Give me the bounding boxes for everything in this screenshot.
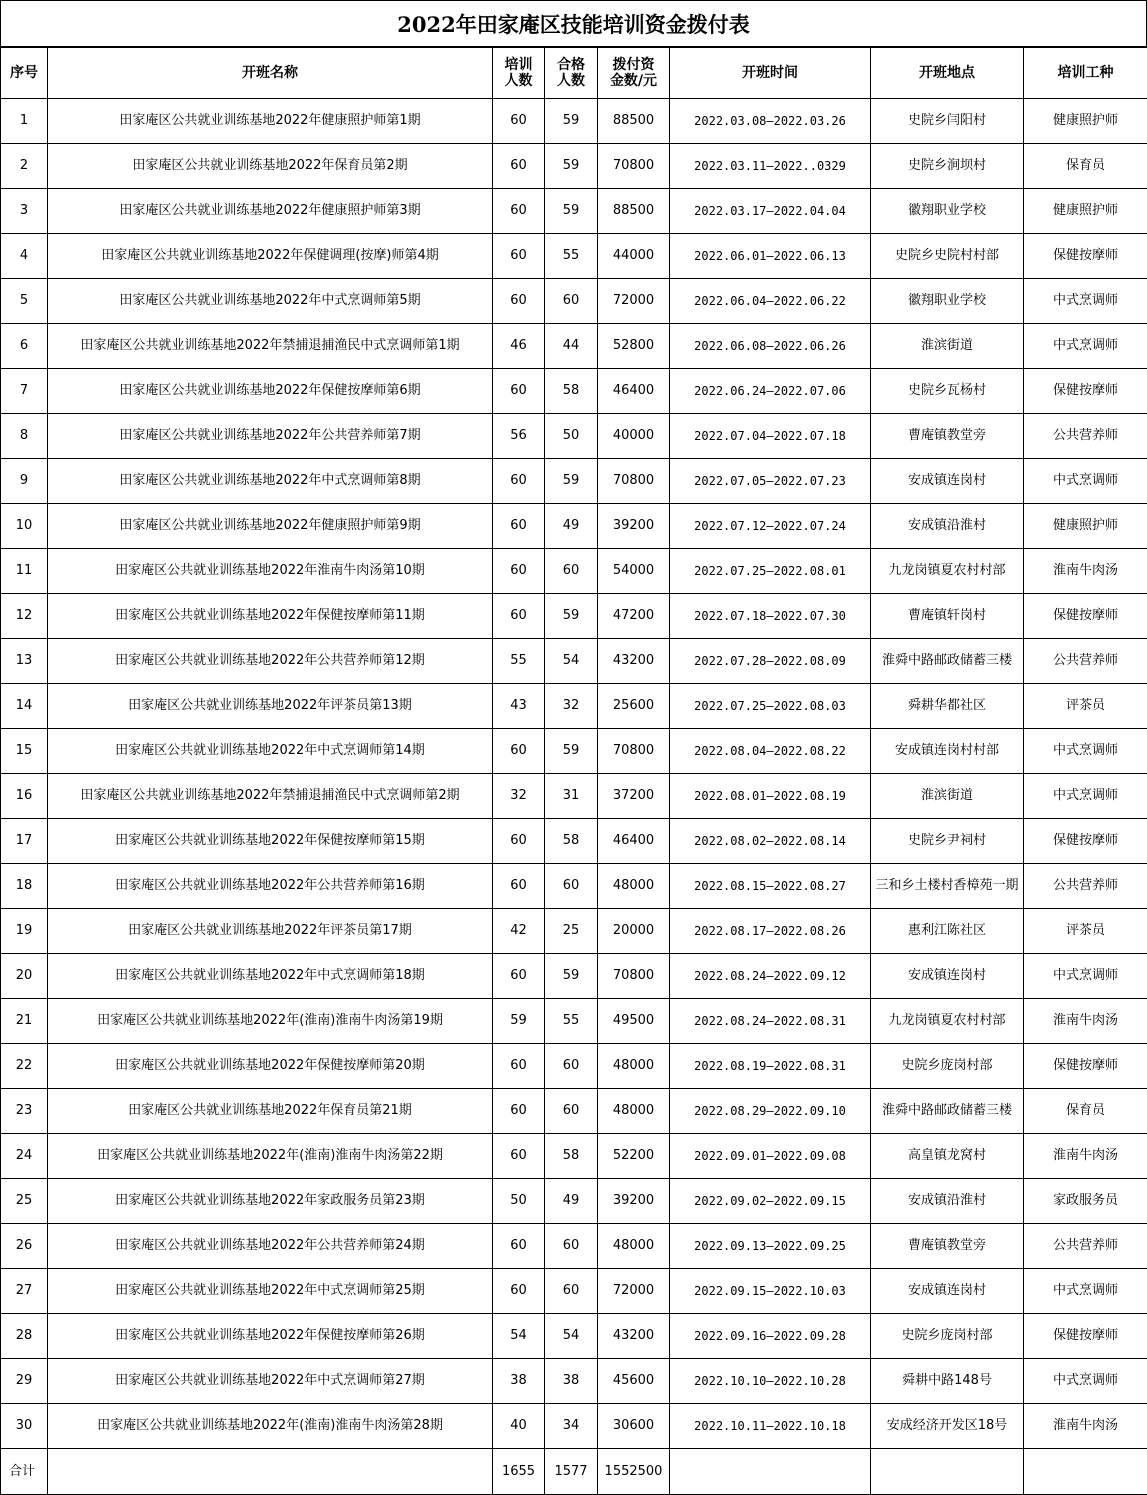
cell-qualified: 60 [545,1269,598,1314]
cell-index: 22 [1,1044,48,1089]
cell-class-name: 田家庵区公共就业训练基地2022年中式烹调师第27期 [48,1359,493,1404]
cell-index: 30 [1,1404,48,1449]
cell-location: 淮舜中路邮政储蓄三楼 [871,639,1024,684]
total-empty-location [871,1449,1024,1495]
cell-amount: 49500 [598,999,670,1044]
cell-amount: 48000 [598,1044,670,1089]
cell-location: 安成镇连岗村 [871,459,1024,504]
cell-class-name: 田家庵区公共就业训练基地2022年保育员第2期 [48,144,493,189]
table-row [1,639,1147,684]
cell-amount: 39200 [598,504,670,549]
cell-class-time: 2022.09.01—2022.09.08 [670,1134,871,1179]
cell-trained: 60 [493,279,545,324]
cell-location: 徽翔职业学校 [871,189,1024,234]
cell-trade: 家政服务员 [1024,1179,1147,1224]
cell-class-name: 田家庵区公共就业训练基地2022年淮南牛肉汤第10期 [48,549,493,594]
cell-trade: 公共营养师 [1024,639,1147,684]
cell-qualified: 25 [545,909,598,954]
cell-trade: 中式烹调师 [1024,459,1147,504]
cell-index: 29 [1,1359,48,1404]
cell-trained: 32 [493,774,545,819]
cell-trade: 中式烹调师 [1024,1359,1147,1404]
cell-index: 20 [1,954,48,999]
cell-amount: 70800 [598,459,670,504]
cell-index: 24 [1,1134,48,1179]
cell-index: 4 [1,234,48,279]
table-row [1,324,1147,369]
cell-trade: 健康照护师 [1024,99,1147,144]
cell-trained: 60 [493,864,545,909]
cell-qualified: 59 [545,594,598,639]
cell-class-name: 田家庵区公共就业训练基地2022年中式烹调师第14期 [48,729,493,774]
cell-location: 徽翔职业学校 [871,279,1024,324]
cell-class-name: 田家庵区公共就业训练基地2022年保育员第21期 [48,1089,493,1134]
cell-trained: 42 [493,909,545,954]
cell-qualified: 59 [545,459,598,504]
cell-trained: 55 [493,639,545,684]
cell-index: 6 [1,324,48,369]
sheet-title: 2022年田家庵区技能培训资金拨付表 [0,0,1147,47]
cell-qualified: 60 [545,1089,598,1134]
table-row [1,864,1147,909]
table-row [1,144,1147,189]
cell-class-time: 2022.08.01—2022.08.19 [670,774,871,819]
cell-location: 高皇镇龙窝村 [871,1134,1024,1179]
cell-class-name: 田家庵区公共就业训练基地2022年保健按摩师第15期 [48,819,493,864]
cell-qualified: 38 [545,1359,598,1404]
cell-trade: 淮南牛肉汤 [1024,1404,1147,1449]
table-row [1,279,1147,324]
cell-class-time: 2022.03.17—2022.04.04 [670,189,871,234]
cell-qualified: 58 [545,369,598,414]
cell-qualified: 54 [545,1314,598,1359]
cell-class-time: 2022.08.24—2022.09.12 [670,954,871,999]
cell-trade: 健康照护师 [1024,189,1147,234]
cell-class-name: 田家庵区公共就业训练基地2022年评茶员第17期 [48,909,493,954]
cell-location: 安成镇连岗村 [871,1269,1024,1314]
cell-location: 九龙岗镇夏农村村部 [871,549,1024,594]
header-trade: 培训工种 [1024,48,1147,99]
cell-qualified: 55 [545,999,598,1044]
cell-amount: 20000 [598,909,670,954]
cell-class-time: 2022.09.13—2022.09.25 [670,1224,871,1269]
cell-index: 17 [1,819,48,864]
cell-trained: 60 [493,819,545,864]
cell-trained: 60 [493,1044,545,1089]
cell-index: 23 [1,1089,48,1134]
table-row [1,729,1147,774]
cell-trade: 淮南牛肉汤 [1024,549,1147,594]
cell-amount: 88500 [598,99,670,144]
table-row [1,1404,1147,1449]
cell-trade: 保健按摩师 [1024,594,1147,639]
table-row [1,1269,1147,1314]
cell-qualified: 59 [545,99,598,144]
cell-amount: 70800 [598,144,670,189]
cell-trained: 60 [493,189,545,234]
cell-class-name: 田家庵区公共就业训练基地2022年公共营养师第24期 [48,1224,493,1269]
cell-trained: 60 [493,99,545,144]
table-row [1,1044,1147,1089]
cell-class-time: 2022.08.02—2022.08.14 [670,819,871,864]
cell-amount: 72000 [598,1269,670,1314]
cell-trade: 淮南牛肉汤 [1024,999,1147,1044]
cell-index: 27 [1,1269,48,1314]
cell-trained: 60 [493,234,545,279]
cell-class-name: 田家庵区公共就业训练基地2022年中式烹调师第5期 [48,279,493,324]
cell-class-time: 2022.09.15—2022.10.03 [670,1269,871,1314]
cell-location: 曹庵镇教堂旁 [871,1224,1024,1269]
cell-index: 2 [1,144,48,189]
cell-class-time: 2022.06.01—2022.06.13 [670,234,871,279]
cell-qualified: 34 [545,1404,598,1449]
cell-trade: 中式烹调师 [1024,954,1147,999]
cell-index: 26 [1,1224,48,1269]
cell-class-name: 田家庵区公共就业训练基地2022年健康照护师第9期 [48,504,493,549]
cell-class-name: 田家庵区公共就业训练基地2022年保健按摩师第6期 [48,369,493,414]
cell-index: 12 [1,594,48,639]
cell-class-name: 田家庵区公共就业训练基地2022年(淮南)淮南牛肉汤第28期 [48,1404,493,1449]
cell-trade: 保健按摩师 [1024,234,1147,279]
cell-qualified: 59 [545,144,598,189]
cell-location: 史院乡尹祠村 [871,819,1024,864]
cell-trade: 中式烹调师 [1024,1269,1147,1314]
total-empty-trade [1024,1449,1147,1495]
cell-qualified: 59 [545,729,598,774]
cell-class-time: 2022.08.29—2022.09.10 [670,1089,871,1134]
cell-trade: 中式烹调师 [1024,774,1147,819]
table-row [1,774,1147,819]
cell-amount: 70800 [598,954,670,999]
cell-qualified: 49 [545,1179,598,1224]
cell-location: 惠利江陈社区 [871,909,1024,954]
cell-class-name: 田家庵区公共就业训练基地2022年公共营养师第12期 [48,639,493,684]
cell-index: 28 [1,1314,48,1359]
cell-location: 曹庵镇轩岗村 [871,594,1024,639]
total-trained: 1655 [493,1449,545,1495]
cell-location: 淮舜中路邮政储蓄三楼 [871,1089,1024,1134]
cell-class-name: 田家庵区公共就业训练基地2022年中式烹调师第25期 [48,1269,493,1314]
cell-qualified: 59 [545,189,598,234]
table-row [1,99,1147,144]
cell-index: 1 [1,99,48,144]
cell-location: 淮滨街道 [871,324,1024,369]
cell-class-name: 田家庵区公共就业训练基地2022年公共营养师第7期 [48,414,493,459]
cell-trained: 40 [493,1404,545,1449]
cell-class-time: 2022.07.25—2022.08.01 [670,549,871,594]
header-class-name: 开班名称 [48,48,493,99]
table-body [1,99,1147,1449]
cell-location: 舜耕中路148号 [871,1359,1024,1404]
cell-location: 史院乡庞岗村部 [871,1314,1024,1359]
total-empty-name [48,1449,493,1495]
cell-class-name: 田家庵区公共就业训练基地2022年(淮南)淮南牛肉汤第19期 [48,999,493,1044]
cell-class-time: 2022.07.28—2022.08.09 [670,639,871,684]
cell-index: 5 [1,279,48,324]
cell-qualified: 55 [545,234,598,279]
cell-trade: 淮南牛肉汤 [1024,1134,1147,1179]
cell-location: 史院乡瓦杨村 [871,369,1024,414]
cell-location: 安成镇连岗村村部 [871,729,1024,774]
cell-location: 史院乡庞岗村部 [871,1044,1024,1089]
cell-qualified: 58 [545,1134,598,1179]
table-row [1,1089,1147,1134]
cell-amount: 52200 [598,1134,670,1179]
cell-class-name: 田家庵区公共就业训练基地2022年保健按摩师第26期 [48,1314,493,1359]
cell-trade: 评茶员 [1024,909,1147,954]
cell-amount: 39200 [598,1179,670,1224]
cell-amount: 47200 [598,594,670,639]
cell-trade: 中式烹调师 [1024,729,1147,774]
cell-class-time: 2022.08.04—2022.08.22 [670,729,871,774]
table-row [1,459,1147,504]
cell-trade: 公共营养师 [1024,864,1147,909]
cell-index: 10 [1,504,48,549]
table-row [1,909,1147,954]
cell-index: 21 [1,999,48,1044]
table-row [1,549,1147,594]
cell-qualified: 59 [545,954,598,999]
total-amount: 1552500 [598,1449,670,1495]
cell-trained: 60 [493,549,545,594]
cell-amount: 48000 [598,1224,670,1269]
cell-trade: 保健按摩师 [1024,1044,1147,1089]
cell-amount: 43200 [598,639,670,684]
cell-trade: 中式烹调师 [1024,279,1147,324]
table-row [1,189,1147,234]
cell-qualified: 54 [545,639,598,684]
cell-class-time: 2022.07.18—2022.07.30 [670,594,871,639]
cell-amount: 48000 [598,1089,670,1134]
cell-class-name: 田家庵区公共就业训练基地2022年禁捕退捕渔民中式烹调师第1期 [48,324,493,369]
cell-trained: 60 [493,954,545,999]
table-row [1,504,1147,549]
cell-class-time: 2022.10.10—2022.10.28 [670,1359,871,1404]
cell-index: 11 [1,549,48,594]
cell-trained: 60 [493,1089,545,1134]
cell-amount: 30600 [598,1404,670,1449]
cell-trained: 59 [493,999,545,1044]
cell-index: 25 [1,1179,48,1224]
cell-index: 13 [1,639,48,684]
cell-trade: 评茶员 [1024,684,1147,729]
cell-trade: 保健按摩师 [1024,1314,1147,1359]
cell-class-time: 2022.07.12—2022.07.24 [670,504,871,549]
cell-class-time: 2022.10.11—2022.10.18 [670,1404,871,1449]
cell-qualified: 49 [545,504,598,549]
cell-trained: 50 [493,1179,545,1224]
cell-index: 15 [1,729,48,774]
cell-class-time: 2022.08.15—2022.08.27 [670,864,871,909]
cell-class-name: 田家庵区公共就业训练基地2022年评茶员第13期 [48,684,493,729]
cell-class-time: 2022.07.25—2022.08.03 [670,684,871,729]
cell-amount: 88500 [598,189,670,234]
table-row [1,1179,1147,1224]
cell-qualified: 60 [545,279,598,324]
cell-amount: 70800 [598,729,670,774]
cell-class-name: 田家庵区公共就业训练基地2022年健康照护师第3期 [48,189,493,234]
table-row [1,1224,1147,1269]
cell-amount: 46400 [598,369,670,414]
cell-trade: 保健按摩师 [1024,819,1147,864]
cell-location: 九龙岗镇夏农村村部 [871,999,1024,1044]
table-row [1,999,1147,1044]
cell-trained: 60 [493,369,545,414]
table-row [1,594,1147,639]
cell-trained: 60 [493,144,545,189]
cell-class-name: 田家庵区公共就业训练基地2022年健康照护师第1期 [48,99,493,144]
total-row [1,1449,1147,1495]
cell-amount: 48000 [598,864,670,909]
table-row [1,684,1147,729]
header-location: 开班地点 [871,48,1024,99]
cell-amount: 25600 [598,684,670,729]
cell-class-time: 2022.06.04—2022.06.22 [670,279,871,324]
cell-amount: 45600 [598,1359,670,1404]
cell-index: 8 [1,414,48,459]
header-qualified-count: 合格 人数 [545,48,598,99]
header-trained-count: 培训 人数 [493,48,545,99]
table-row [1,414,1147,459]
cell-trade: 公共营养师 [1024,1224,1147,1269]
cell-index: 18 [1,864,48,909]
total-qualified: 1577 [545,1449,598,1495]
cell-amount: 72000 [598,279,670,324]
table-row [1,1359,1147,1404]
cell-class-name: 田家庵区公共就业训练基地2022年禁捕退捕渔民中式烹调师第2期 [48,774,493,819]
cell-qualified: 31 [545,774,598,819]
cell-amount: 44000 [598,234,670,279]
cell-class-time: 2022.06.24—2022.07.06 [670,369,871,414]
cell-trade: 保健按摩师 [1024,369,1147,414]
cell-qualified: 60 [545,1224,598,1269]
cell-qualified: 60 [545,864,598,909]
cell-class-time: 2022.09.02—2022.09.15 [670,1179,871,1224]
cell-class-name: 田家庵区公共就业训练基地2022年中式烹调师第18期 [48,954,493,999]
cell-qualified: 32 [545,684,598,729]
cell-class-time: 2022.08.24—2022.08.31 [670,999,871,1044]
cell-index: 7 [1,369,48,414]
cell-qualified: 60 [545,1044,598,1089]
cell-trained: 46 [493,324,545,369]
total-label: 合计 [1,1449,48,1495]
header-row [1,48,1147,99]
cell-location: 史院乡闫阳村 [871,99,1024,144]
cell-location: 三和乡土楼村香樟苑一期 [871,864,1024,909]
cell-trade: 保育员 [1024,144,1147,189]
cell-location: 舜耕华都社区 [871,684,1024,729]
cell-class-time: 2022.08.19—2022.08.31 [670,1044,871,1089]
cell-trained: 60 [493,594,545,639]
cell-index: 3 [1,189,48,234]
cell-trained: 56 [493,414,545,459]
cell-amount: 43200 [598,1314,670,1359]
cell-location: 安成经济开发区18号 [871,1404,1024,1449]
table-row [1,369,1147,414]
cell-class-time: 2022.07.04—2022.07.18 [670,414,871,459]
payment-table [0,47,1147,1495]
cell-trained: 60 [493,1224,545,1269]
cell-class-name: 田家庵区公共就业训练基地2022年家政服务员第23期 [48,1179,493,1224]
cell-qualified: 50 [545,414,598,459]
cell-index: 9 [1,459,48,504]
cell-class-time: 2022.03.11—2022..0329 [670,144,871,189]
table-row [1,234,1147,279]
cell-amount: 54000 [598,549,670,594]
cell-qualified: 60 [545,549,598,594]
cell-amount: 52800 [598,324,670,369]
cell-trade: 保育员 [1024,1089,1147,1134]
cell-amount: 40000 [598,414,670,459]
cell-class-name: 田家庵区公共就业训练基地2022年(淮南)淮南牛肉汤第22期 [48,1134,493,1179]
cell-trained: 60 [493,504,545,549]
cell-index: 14 [1,684,48,729]
cell-location: 安成镇连岗村 [871,954,1024,999]
cell-class-name: 田家庵区公共就业训练基地2022年中式烹调师第8期 [48,459,493,504]
cell-class-time: 2022.03.08—2022.03.26 [670,99,871,144]
cell-class-name: 田家庵区公共就业训练基地2022年公共营养师第16期 [48,864,493,909]
cell-location: 淮滨街道 [871,774,1024,819]
cell-trade: 公共营养师 [1024,414,1147,459]
total-empty-time [670,1449,871,1495]
cell-qualified: 58 [545,819,598,864]
cell-trained: 54 [493,1314,545,1359]
table-row [1,1134,1147,1179]
cell-trade: 健康照护师 [1024,504,1147,549]
cell-class-time: 2022.09.16—2022.09.28 [670,1314,871,1359]
table-row [1,819,1147,864]
table-row [1,954,1147,999]
cell-location: 史院乡涧坝村 [871,144,1024,189]
cell-trained: 60 [493,1134,545,1179]
cell-trained: 43 [493,684,545,729]
cell-index: 16 [1,774,48,819]
cell-trained: 60 [493,729,545,774]
cell-amount: 46400 [598,819,670,864]
cell-class-name: 田家庵区公共就业训练基地2022年保健按摩师第11期 [48,594,493,639]
cell-location: 安成镇沿淮村 [871,1179,1024,1224]
cell-location: 曹庵镇教堂旁 [871,414,1024,459]
cell-class-name: 田家庵区公共就业训练基地2022年保健按摩师第20期 [48,1044,493,1089]
cell-class-time: 2022.08.17—2022.08.26 [670,909,871,954]
cell-location: 史院乡史院村村部 [871,234,1024,279]
cell-amount: 37200 [598,774,670,819]
cell-trained: 38 [493,1359,545,1404]
cell-index: 19 [1,909,48,954]
cell-class-time: 2022.06.08—2022.06.26 [670,324,871,369]
header-index: 序号 [1,48,48,99]
cell-class-name: 田家庵区公共就业训练基地2022年保健调理(按摩)师第4期 [48,234,493,279]
header-amount: 拨付资 金数/元 [598,48,670,99]
cell-qualified: 44 [545,324,598,369]
cell-location: 安成镇沿淮村 [871,504,1024,549]
cell-trade: 中式烹调师 [1024,324,1147,369]
cell-class-time: 2022.07.05—2022.07.23 [670,459,871,504]
header-class-time: 开班时间 [670,48,871,99]
table-row [1,1314,1147,1359]
cell-trained: 60 [493,1269,545,1314]
cell-trained: 60 [493,459,545,504]
